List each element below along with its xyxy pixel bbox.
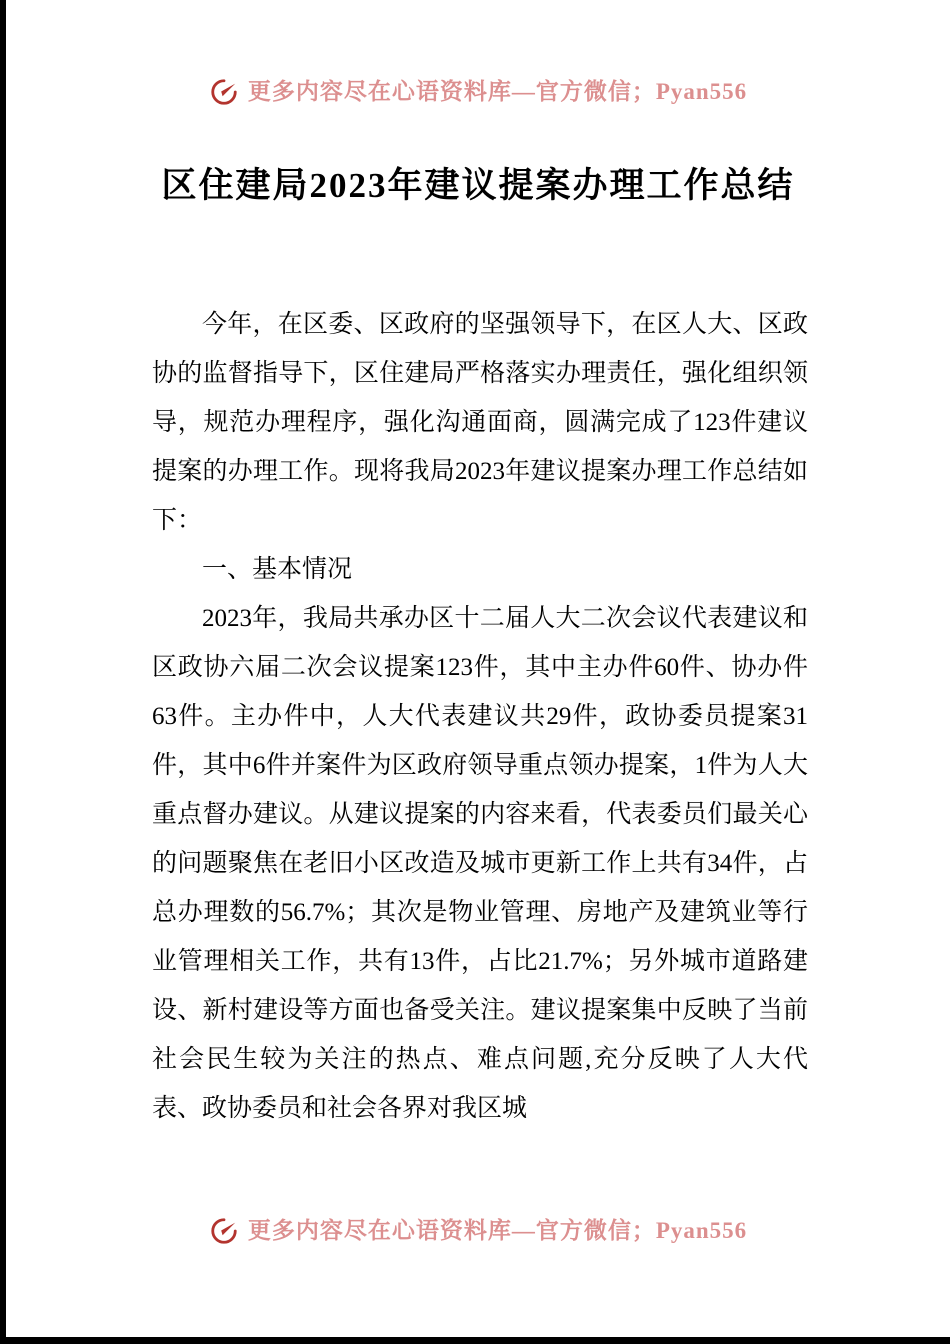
header-watermark [6,76,950,108]
section-heading-basic-situation: 一、基本情况 [202,556,353,583]
watermark-logo-icon [209,77,239,107]
footer-watermark [6,1215,950,1247]
header-watermark-text: 更多内容尽在心语资料库—官方微信；Pyan556 [247,79,748,104]
footer-watermark-text: 更多内容尽在心语资料库—官方微信；Pyan556 [247,1218,748,1243]
watermark-logo-icon [209,1216,239,1246]
paragraph-intro: 今年，在区委、区政府的坚强领导下，在区人大、区政协的监督指导下，区住建局严格落实办理责任，强化组织领导，规范办理程序，强化沟通面商，圆满完成了123件建议提案的办理工作。现将我局2023年建议提案办理工作总结如下： [152,311,808,534]
document-body [6,300,950,1133]
document-title: 区住建局2023年建议提案办理工作总结 [161,166,795,205]
paragraph-basic-situation: 2023年，我局共承办区十二届人大二次会议代表建议和区政协六届二次会议提案123件，其中主办件60件、协办件63件。主办件中，人大代表建议共29件，政协委员提案31件，其中6件并案件为区政府领导重点领办提案，1件为人大重点督办建议。从建议提案的内容来看，代表委员们最关心的问题聚焦在老旧小区改造及城市更新工作上共有34件，占总办理数的56.7%；其次是物业管理、房地产及建筑业等行业管理相关工作，共有13件，占比21.7%；另外城市道路建设、新村建设等方面也备受关注。建议提案集中反映了当前社会民生较为关注的热点、难点问题,充分反映了人大代表、政协委员和社会各界对我区城 [152,605,808,1122]
